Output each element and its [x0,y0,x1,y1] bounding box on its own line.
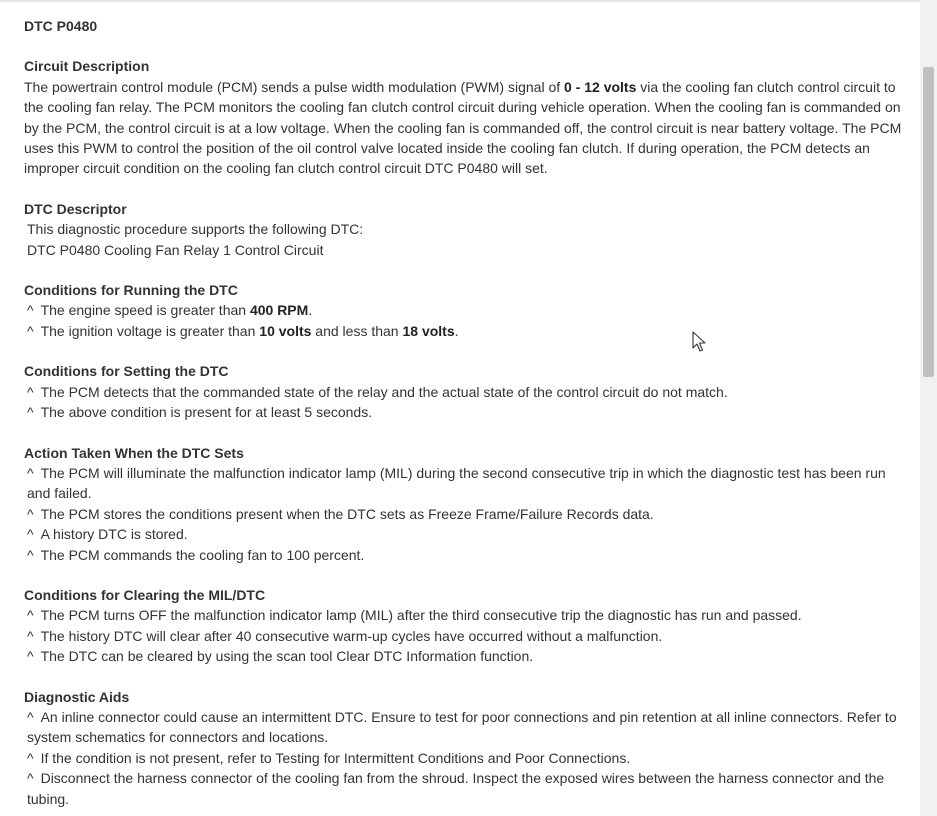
list-item [24,402,908,422]
voltage-range: 0 - 12 volts [564,78,637,95]
descriptor-line: DTC P0480 Cooling Fan Relay 1 Control Circuit [27,241,324,258]
section-heading: Circuit Description [24,58,150,75]
section-heading: Action Taken When the DTC Sets [24,444,244,461]
list-item-text: A history DTC is stored. [40,526,188,543]
section-diagnostic-aids [24,687,908,809]
list-item [24,382,908,402]
caret-icon: ^ [27,708,34,725]
rpm-value: 400 RPM [249,302,309,319]
list-item-text: The history DTC will clear after 40 consecutive warm-up cycles have occurred without a malfunction. [40,627,663,644]
circuit-description-text [24,77,908,179]
section-dtc-descriptor [24,199,908,260]
text-run: . [454,322,459,339]
section-action-taken [24,443,908,565]
list-item [24,545,908,565]
scrollbar-thumb[interactable] [923,67,934,377]
list-item-text: The PCM stores the conditions present when the DTC sets as Freeze Frame/Failure Records data. [40,505,654,522]
caret-icon: ^ [27,749,34,766]
list-item [24,768,908,809]
list-item-text: An inline connector could cause an intermittent DTC. Ensure to test for poor connections and pin retention at all inline connectors. Refer to system schematics for connectors and locations. [27,708,897,746]
section-conditions-setting [24,361,908,422]
mouse-pointer-icon [692,331,706,353]
page-title: DTC P0480 [24,18,98,34]
document-content [24,16,908,816]
caret-icon: ^ [27,322,34,339]
list-item-text: The above condition is present for at least 5 seconds. [40,404,373,421]
section-conditions-clearing [24,585,908,667]
text-run: The ignition voltage is greater than [40,322,260,339]
descriptor-line: This diagnostic procedure supports the following DTC: [27,221,364,238]
caret-icon: ^ [27,526,34,543]
header-shadow [0,0,920,3]
list-item-text: The PCM will illuminate the malfunction indicator lamp (MIL) during the second consecutive trip in which the diagnostic test has been run and failed. [27,464,886,502]
voltage-max: 18 volts [402,322,455,339]
section-conditions-running [24,280,908,341]
caret-icon: ^ [27,546,34,563]
section-heading: Diagnostic Aids [24,688,130,705]
list-item [24,605,908,625]
text-run: The engine speed is greater than [40,302,250,319]
caret-icon: ^ [27,607,34,624]
list-item [24,504,908,524]
list-item-text: The PCM turns OFF the malfunction indicator lamp (MIL) after the third consecutive trip the diagnostic has run and passed. [40,607,802,624]
section-circuit-description [24,56,908,178]
list-item [24,707,908,748]
list-item [24,748,908,768]
caret-icon: ^ [27,505,34,522]
text-run: . [308,302,313,319]
text-run: and less than [311,322,403,339]
list-item-text: If the condition is not present, refer to Testing for Intermittent Conditions and Poor Connections. [40,749,631,766]
section-heading: Conditions for Setting the DTC [24,363,229,380]
caret-icon: ^ [27,770,34,787]
caret-icon: ^ [27,302,34,319]
list-item-text: The DTC can be cleared by using the scan tool Clear DTC Information function. [40,648,534,665]
caret-icon: ^ [27,464,34,481]
caret-icon: ^ [27,627,34,644]
voltage-min: 10 volts [259,322,312,339]
list-item [24,646,908,666]
list-item-text: The PCM detects that the commanded state of the relay and the actual state of the control circuit do not match. [40,383,728,400]
list-item-text: Disconnect the harness connector of the cooling fan from the shroud. Inspect the exposed wires between the harness connector and the tubing. [27,770,885,807]
text-run: The powertrain control module (PCM) sends a pulse width modulation (PWM) signal of [24,78,565,95]
list-item [24,524,908,544]
caret-icon: ^ [27,383,34,400]
caret-icon: ^ [27,404,34,421]
list-item-text: The PCM commands the cooling fan to 100 percent. [40,546,365,563]
section-heading: Conditions for Running the DTC [24,282,238,299]
list-item [24,321,908,341]
caret-icon: ^ [27,648,34,665]
list-item [24,626,908,646]
list-item [24,300,908,320]
text-run: via the cooling fan clutch control circuit to the cooling fan relay. The PCM monitors the cooling fan clutch control circuit during vehicle operation. When the cooling fan is commanded on by the PCM, the control circuit is at a low voltage. When the cooling fan is commanded off, the control circuit is near battery voltage. The PCM uses this PWM to control the position of the oil control valve located inside the cooling fan clutch. If during operation, the PCM detects an improper circuit condition on the cooling fan clutch control circuit DTC P0480 will set. [24,78,902,177]
section-heading: Conditions for Clearing the MIL/DTC [24,586,266,603]
list-item [24,463,908,504]
section-heading: DTC Descriptor [24,200,127,217]
vertical-scrollbar[interactable] [920,0,937,816]
